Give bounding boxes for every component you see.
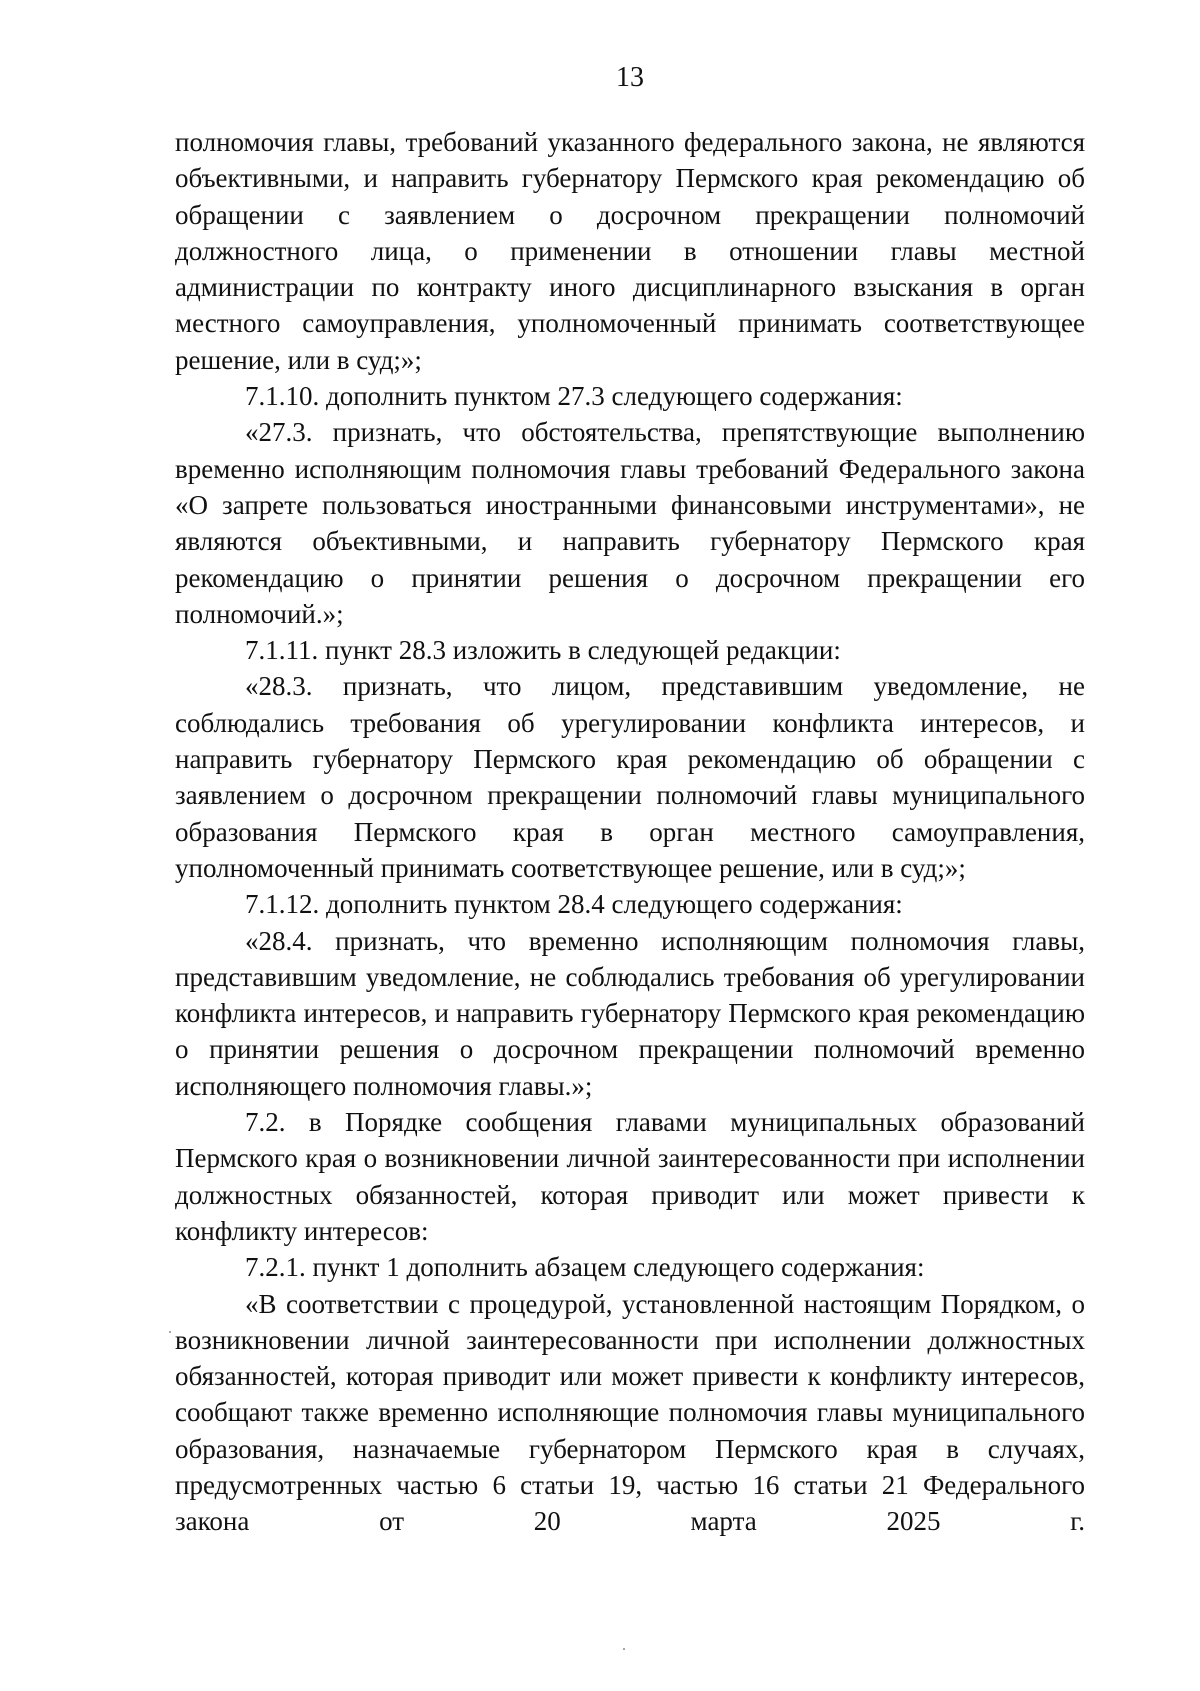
scan-speck	[169, 1331, 171, 1333]
paragraph-item-7-2-1: 7.2.1. пункт 1 дополнить абзацем следующего содержания:	[245, 1252, 925, 1283]
paragraph-quote-28-3: «28.3. признать, что лицом, представившим уведомление, не соблюдались требования об урегулировании конфликта интересов, и направить губернатору Пермского края рекомендацию об обращении с заявлением о досрочном прекращении полномочий главы муниципального образования Пермского края в орган местного самоуправления, уполномоченный принимать соответствующее решение, или в суд;»;	[175, 671, 1085, 883]
page-number: 13	[616, 62, 644, 93]
paragraph-quote-procedure: «В соответствии с процедурой, установленной настоящим Порядком, о возникновении личной заинтересованности при исполнении должностных обязанностей, которая приводит или может привести к конфликту интересов, сообщают также временно исполняющие полномочия главы муниципального образования, назначаемые губернатором Пермского края в случаях, предусмотренных частью 6 статьи 19, частью 16 статьи 21 Федерального закона от 20 марта 2025 г.	[175, 1288, 1085, 1537]
paragraph-item-7-1-12: 7.1.12. дополнить пунктом 28.4 следующего содержания:	[245, 889, 903, 920]
paragraph-item-7-1-11: 7.1.11. пункт 28.3 изложить в следующей редакции:	[245, 635, 841, 666]
paragraph-quote-27-3: «27.3. признать, что обстоятельства, препятствующие выполнению временно исполняющим полномочия главы требований Федерального закона «О запрете пользоваться иностранными финансовыми инструментами», не являются объективными, и направить губернатору Пермского края рекомендацию о принятии решения о досрочном прекращении его полномочий.»;	[175, 417, 1085, 629]
scan-speck	[623, 1648, 625, 1650]
paragraph-quote-28-4: «28.4. признать, что временно исполняющим полномочия главы, представившим уведомление, не соблюдались требования об урегулировании конфликта интересов, и направить губернатору Пермского края рекомендацию о принятии решения о досрочном прекращении полномочий временно исполняющего полномочия главы.»;	[175, 925, 1085, 1101]
document-body	[175, 124, 1085, 1540]
paragraph-continuation: полномочия главы, требований указанного федерального закона, не являются объективными, и направить губернатору Пермского края рекомендацию об обращении с заявлением о досрочном прекращении полномочий должностного лица, о применении в отношении главы местной администрации по контракту иного дисциплинарного взыскания в орган местного самоуправления, уполномоченный принимать соответствующее решение, или в суд;»;	[175, 127, 1085, 375]
paragraph-item-7-1-10: 7.1.10. дополнить пунктом 27.3 следующего содержания:	[245, 381, 903, 412]
paragraph-item-7-2: 7.2. в Порядке сообщения главами муниципальных образований Пермского края о возникновении личной заинтересованности при исполнении должностных обязанностей, которая приводит или может привести к конфликту интересов:	[175, 1107, 1085, 1246]
